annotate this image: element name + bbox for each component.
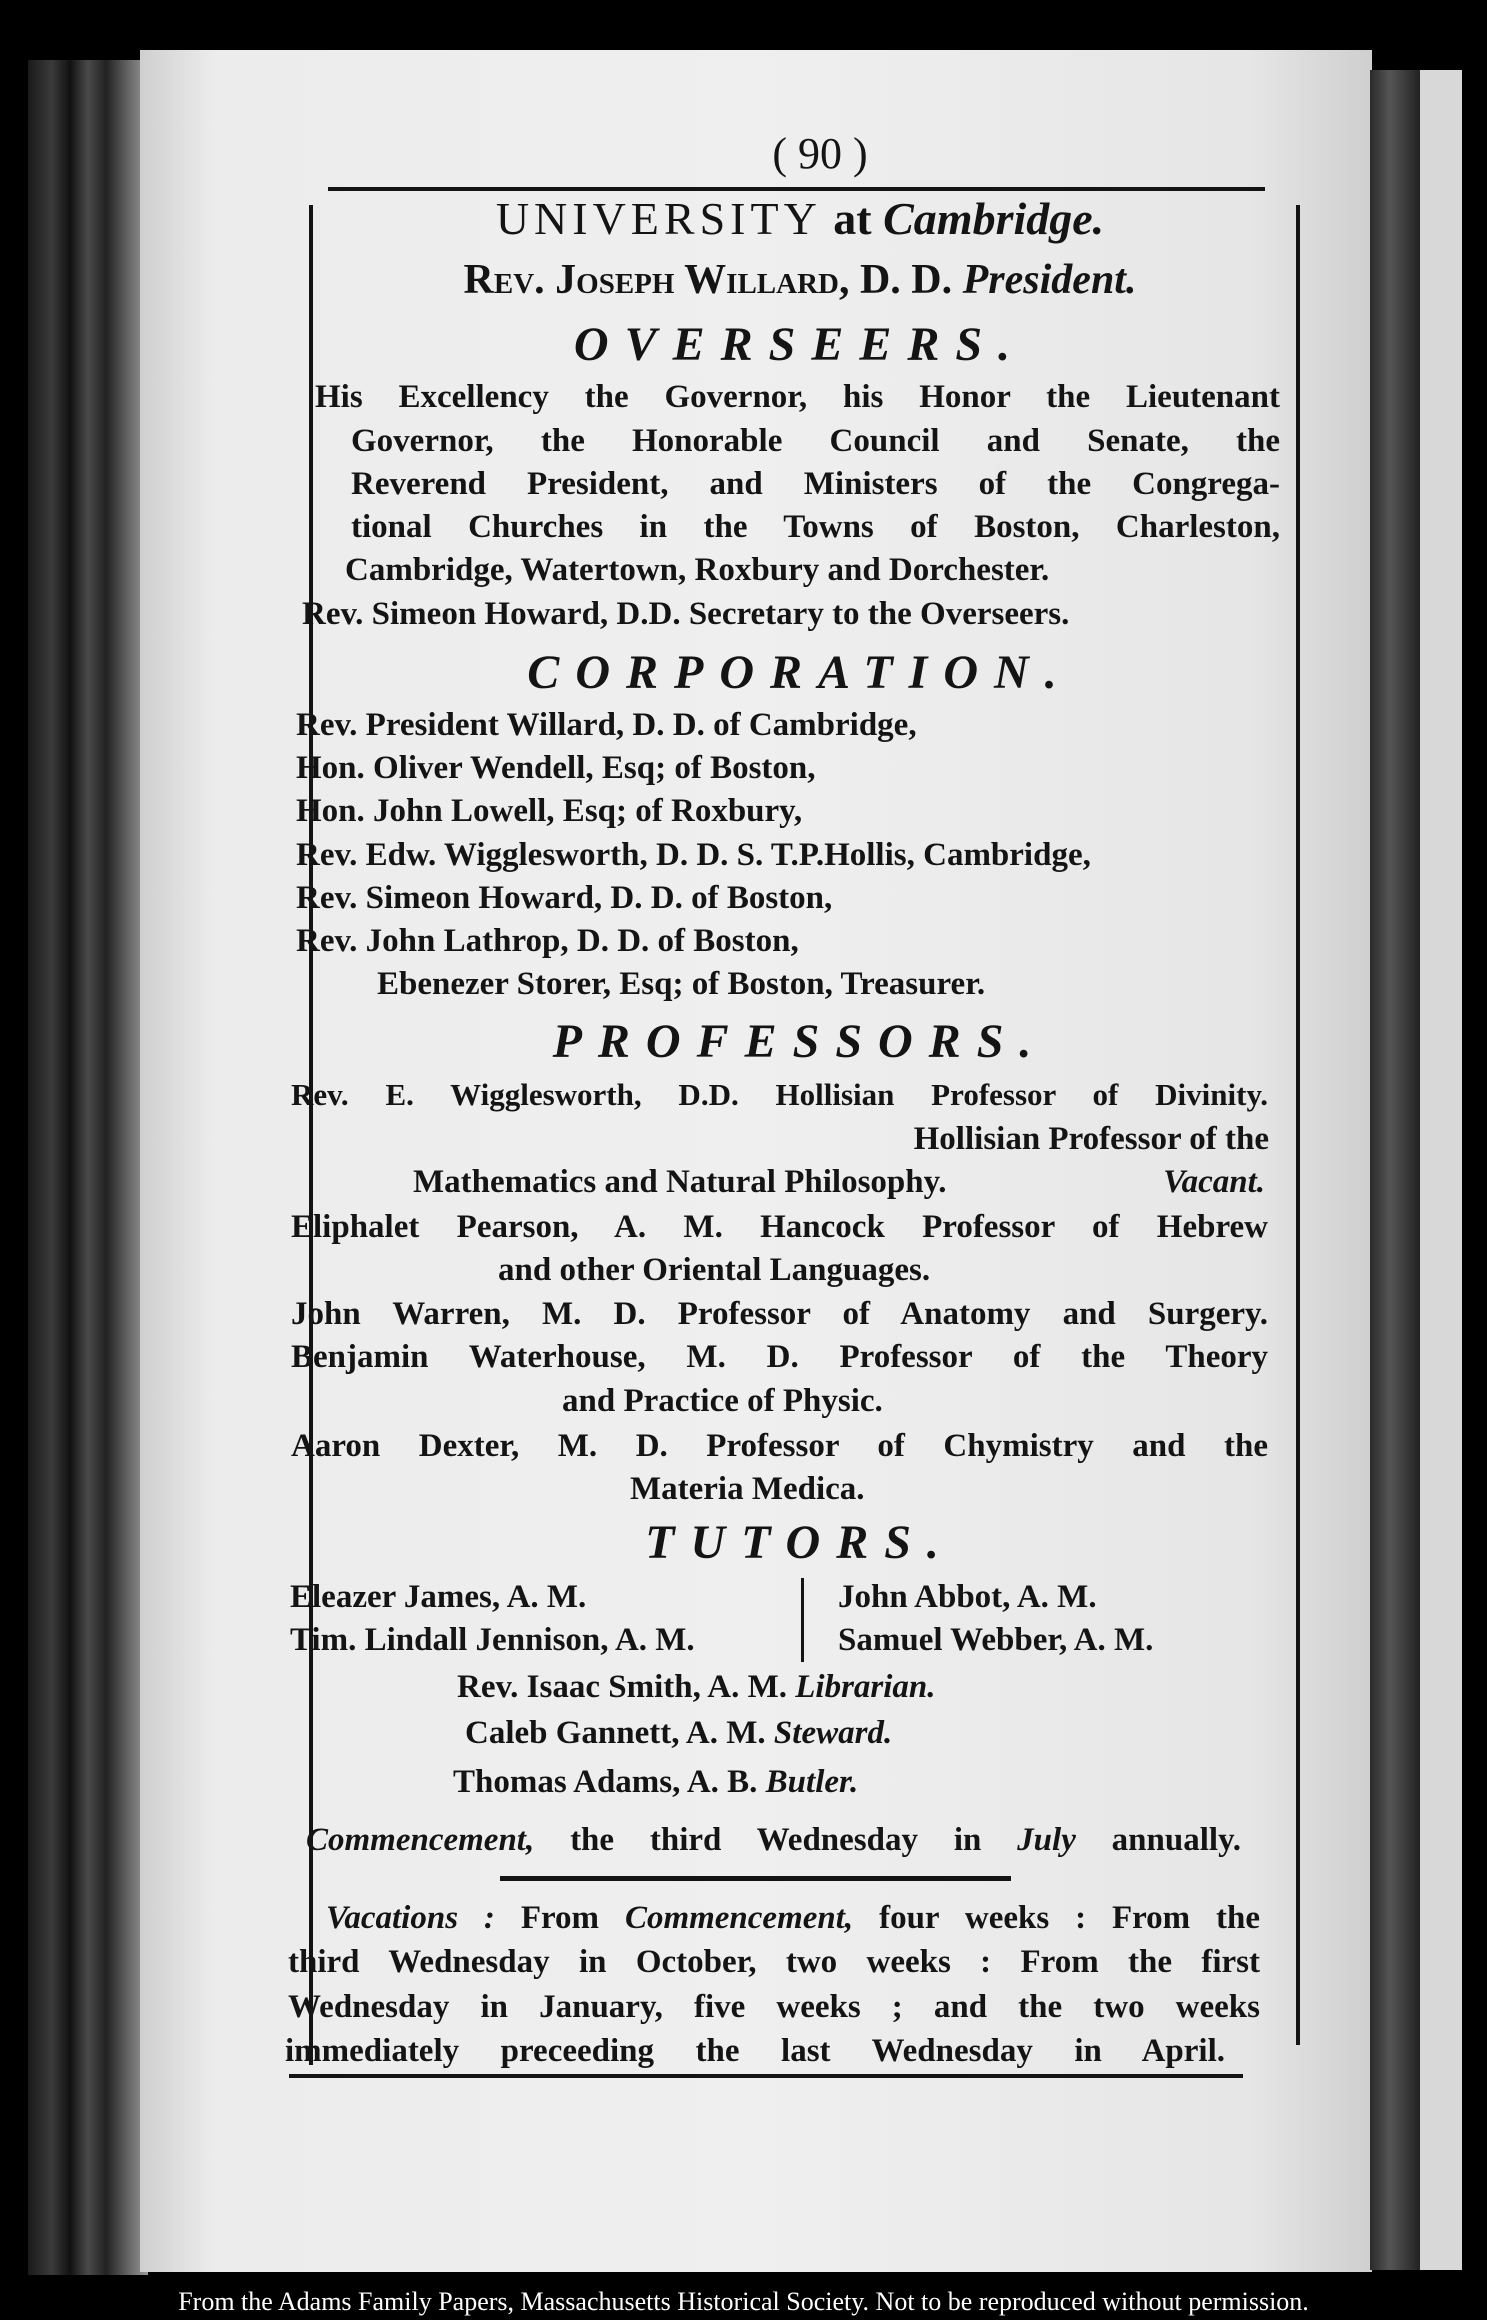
vacations-line: immediately preceeding the last Wednesday in April. [285,2033,1225,2069]
president-line [320,254,1280,306]
corporation-member: Hon. John Lowell, Esq; of Roxbury, [296,793,803,829]
vacations-text: four weeks : From the [879,1900,1261,1936]
professor-line: Hollisian Professor of the [913,1121,1269,1157]
professors-heading: PROFESSORS. [552,1015,1048,1068]
box-left-border [309,205,313,2065]
section-rule [500,1876,1011,1881]
commencement-line [306,1820,1241,1860]
overseers-line: tional Churches in the Towns of Boston, Charleston, [351,509,1280,545]
tutors-heading: TUTORS. [645,1516,955,1569]
corporation-member: Hon. Oliver Wendell, Esq; of Boston, [296,750,816,786]
top-rule [328,187,1265,191]
book-spine [28,60,148,2275]
overseers-heading: OVERSEERS. [573,318,1027,371]
officer-role: Librarian. [795,1669,936,1705]
corporation-member: Rev. President Willard, D. D. of Cambridge, [296,707,917,743]
title-place: Cambridge. [883,193,1105,244]
president-name: Rev. Joseph Willard, D. D. [463,257,953,303]
page-title [320,192,1280,246]
corporation-heading: CORPORATION. [527,646,1073,699]
tutor-left: Eleazer James, A. M. [290,1579,587,1615]
corporation-treasurer: Ebenezer Storer, Esq; of Boston, Treasurer. [377,966,986,1002]
professor-line: Materia Medica. [630,1471,865,1507]
officer-steward [465,1713,892,1753]
professor-line: and Practice of Physic. [562,1383,883,1419]
officer-name: Thomas Adams, A. B. [453,1764,758,1800]
copyright-caption: From the Adams Family Papers, Massachusetts Historical Society. Not to be reproduced without permission. [178,2287,1309,2316]
vacations-from: From [520,1900,600,1936]
tutors-divider [801,1578,804,1662]
vacations-line [326,1898,1260,1938]
vacant-text: Vacant. [1163,1164,1265,1200]
professor-line: Benjamin Waterhouse, M. D. Professor of the Theory [291,1339,1268,1375]
vacant-label [1163,1162,1265,1202]
bottom-rule [289,2074,1243,2078]
corporation-member: Rev. John Lathrop, D. D. of Boston, [296,923,799,959]
officer-name: Rev. Isaac Smith, A. M. [457,1669,787,1705]
vacations-label: Vacations : [326,1900,495,1936]
overseers-line: Governor, the Honorable Council and Senate, the [351,423,1280,459]
page-number: ( 90 ) [772,129,868,178]
professor-line: Aaron Dexter, M. D. Professor of Chymistry and the [291,1428,1268,1464]
overseers-line: His Excellency the Governor, his Honor the Lieutenant [315,379,1280,415]
vacations-line: third Wednesday in October, two weeks : From the first [288,1944,1260,1980]
president-role: President. [962,257,1137,303]
title-at: at [833,193,872,244]
professor-line: and other Oriental Languages. [498,1252,931,1288]
tutor-right: Samuel Webber, A. M. [838,1622,1154,1658]
officer-name: Caleb Gannett, A. M. [465,1715,766,1751]
vacations-commencement: Commencement, [624,1900,854,1936]
overseers-line: Reverend President, and Ministers of the Congrega- [351,466,1280,502]
officer-butler [453,1762,858,1802]
overseers-line: Cambridge, Watertown, Roxbury and Dorchester. [345,552,1050,588]
page-edge [1370,70,1420,2270]
corporation-member: Rev. Edw. Wigglesworth, D. D. S. T.P.Hollis, Cambridge, [296,837,1091,873]
overseers-secretary: Rev. Simeon Howard, D.D. Secretary to the Overseers. [302,596,1070,632]
commencement-end: annually. [1111,1822,1241,1858]
professor-line: Eliphalet Pearson, A. M. Hancock Professor of Hebrew [291,1209,1268,1245]
professor-line: Mathematics and Natural Philosophy. [413,1164,947,1200]
officer-librarian [457,1667,936,1707]
commencement-month: July [1017,1822,1076,1858]
corporation-member: Rev. Simeon Howard, D. D. of Boston, [296,880,833,916]
officer-role: Steward. [773,1715,893,1751]
commencement-text: the third Wednesday in [570,1822,982,1858]
professor-line: Rev. E. Wigglesworth, D.D. Hollisian Professor of Divinity. [291,1077,1268,1112]
tutor-right: John Abbot, A. M. [838,1579,1097,1615]
professor-line: John Warren, M. D. Professor of Anatomy and Surgery. [291,1296,1268,1332]
vacations-line: Wednesday in January, five weeks ; and the two weeks [288,1989,1260,2025]
facing-page [1420,70,1462,2270]
title-main: UNIVERSITY [495,193,822,244]
tutor-left: Tim. Lindall Jennison, A. M. [290,1622,695,1658]
box-right-border [1296,205,1300,2045]
commencement-label: Commencement, [306,1822,535,1858]
officer-role: Butler. [765,1764,859,1800]
